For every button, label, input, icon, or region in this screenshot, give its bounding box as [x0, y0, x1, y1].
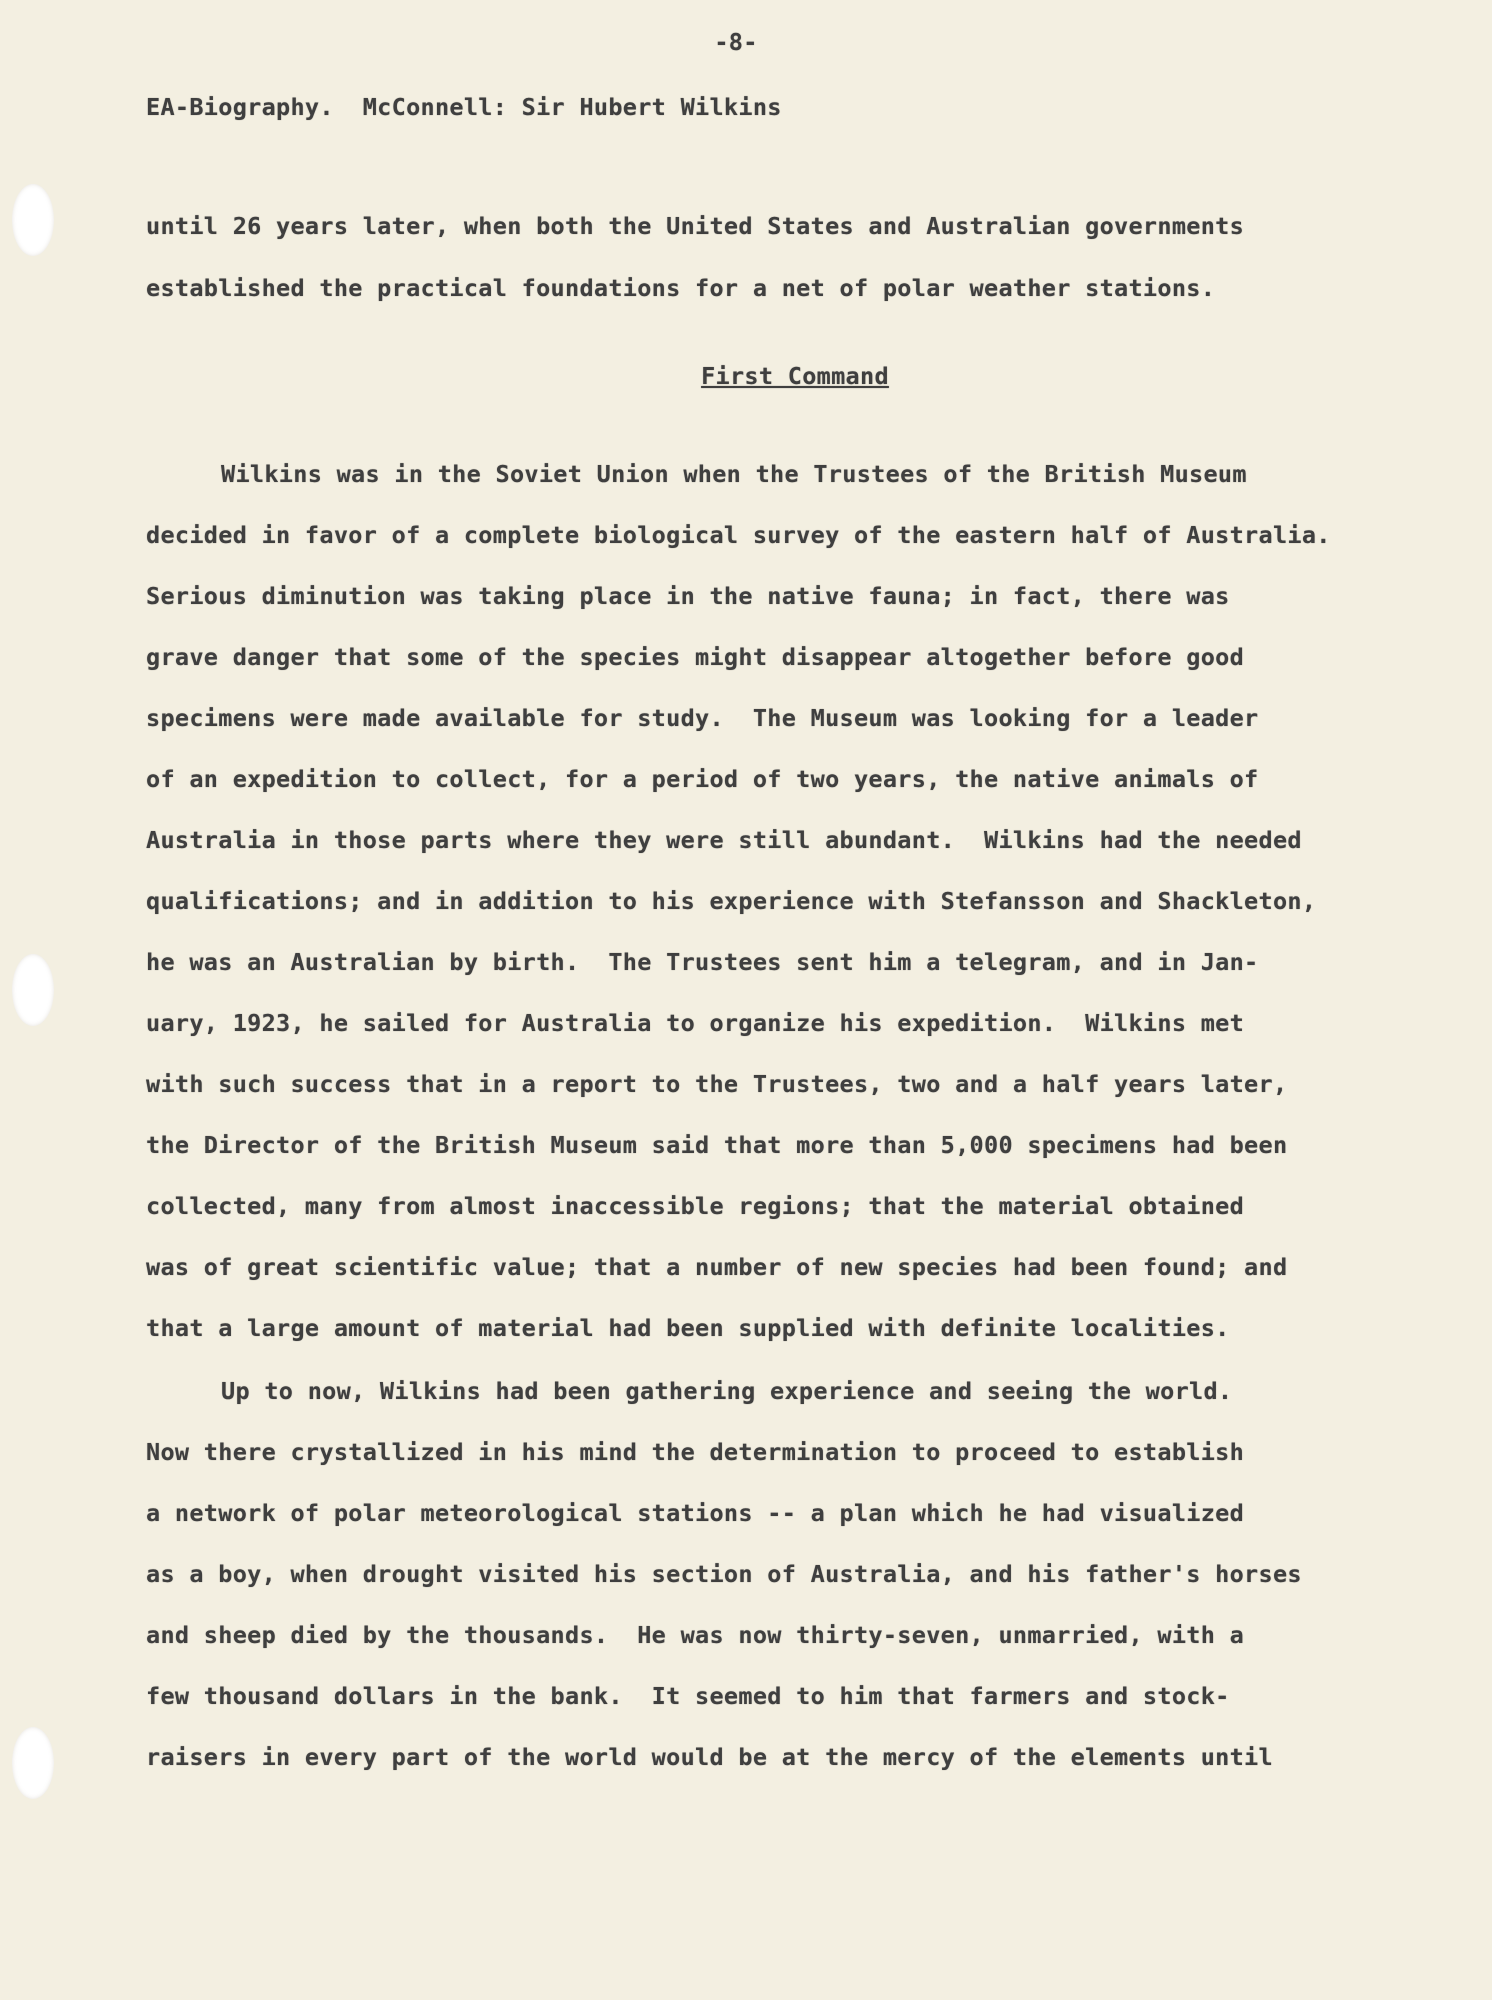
running-header: EA-Biography. McConnell: Sir Hubert Wilkins: [146, 93, 782, 121]
binder-hole-bottom: [12, 1727, 54, 1799]
text-line: as a boy, when drought visited his section of Australia, and his father's horses: [146, 1560, 1302, 1588]
text-line: a network of polar meteorological stations -- a plan which he had visualized: [146, 1499, 1245, 1527]
text-line: and sheep died by the thousands. He was now thirty-seven, unmarried, with a: [146, 1621, 1245, 1649]
text-line: few thousand dollars in the bank. It seemed to him that farmers and stock-: [146, 1682, 1230, 1710]
text-line: until 26 years later, when both the United States and Australian governments: [146, 212, 1245, 240]
section-heading: First Command: [701, 362, 889, 390]
text-line: Australia in those parts where they were still abundant. Wilkins had the needed: [146, 826, 1302, 854]
text-line: with such success that in a report to the Trustees, two and a half years later,: [146, 1070, 1288, 1098]
text-line: that a large amount of material had been supplied with definite localities.: [146, 1314, 1230, 1342]
binder-hole-middle: [12, 954, 54, 1026]
text-line: raisers in every part of the world would be at the mercy of the elements until: [146, 1743, 1273, 1771]
text-line: he was an Australian by birth. The Trustees sent him a telegram, and in Jan-: [146, 948, 1259, 976]
text-line: specimens were made available for study. The Museum was looking for a leader: [146, 704, 1259, 732]
text-line: Serious diminution was taking place in the native fauna; in fact, there was: [146, 582, 1230, 610]
text-line: Wilkins was in the Soviet Union when the Trustees of the British Museum: [221, 460, 1247, 488]
text-line: collected, many from almost inaccessible regions; that the material obtained: [146, 1192, 1245, 1220]
text-line: was of great scientific value; that a number of new species had been found; and: [146, 1253, 1288, 1281]
text-line: Up to now, Wilkins had been gathering experience and seeing the world.: [221, 1377, 1233, 1405]
text-line: of an expedition to collect, for a period of two years, the native animals of: [146, 765, 1259, 793]
text-line: Now there crystallized in his mind the determination to proceed to establish: [146, 1438, 1245, 1466]
text-line: qualifications; and in addition to his experience with Stefansson and Shackleton,: [146, 887, 1317, 915]
binder-hole-top: [12, 184, 54, 256]
text-line: established the practical foundations for a net of polar weather stations.: [146, 274, 1216, 302]
text-line: decided in favor of a complete biological survey of the eastern half of Australia.: [146, 521, 1331, 549]
text-line: uary, 1923, he sailed for Australia to organize his expedition. Wilkins met: [146, 1009, 1245, 1037]
text-line: grave danger that some of the species might disappear altogether before good: [146, 643, 1245, 671]
page-number: -8-: [714, 28, 758, 56]
text-line: the Director of the British Museum said that more than 5,000 specimens had been: [146, 1131, 1288, 1159]
